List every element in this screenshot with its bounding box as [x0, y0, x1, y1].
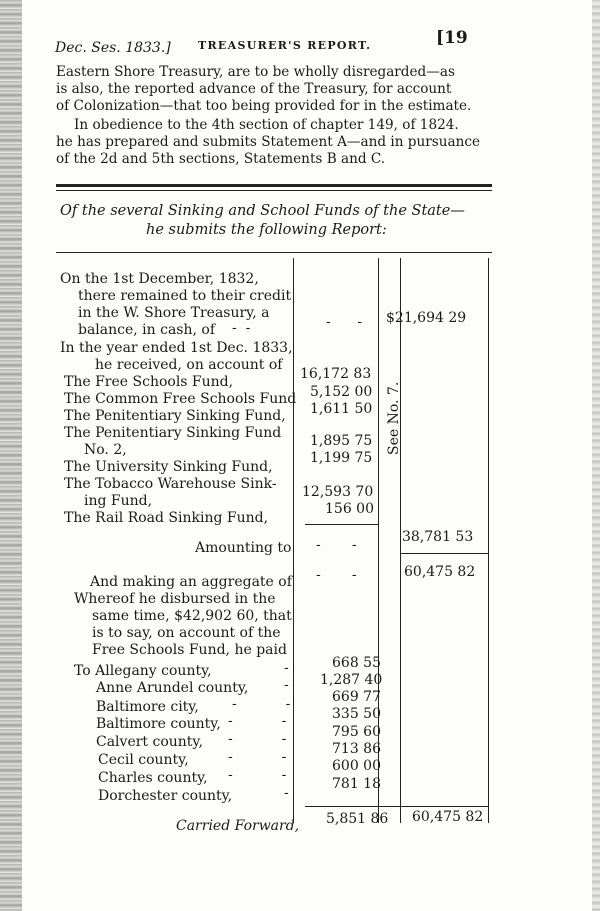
year-line: In the year ended 1st Dec. 1833, [60, 340, 293, 356]
whereof-line: same time, $42,902 60, that [92, 608, 292, 624]
leader-dash: - - [228, 749, 287, 765]
receipt-label: The Penitentiary Sinking Fund, [64, 408, 286, 424]
county-label: Anne Arundel county, [96, 680, 249, 696]
county-label: Calvert county, [96, 734, 203, 750]
county-label: Dorchester county, [98, 788, 233, 804]
whereof-line: Whereof he disbursed in the [74, 591, 276, 607]
county-amount: 600 00 [332, 758, 381, 774]
intro-line: of Colonization—that too being provided for in the estimate. [56, 98, 472, 114]
report-subtitle-line2: he submits the following Report: [146, 222, 387, 238]
county-amount: 669 77 [332, 689, 381, 705]
column-divider [400, 258, 401, 823]
receipt-amount: 16,172 83 [300, 366, 372, 382]
receipt-label: The University Sinking Fund, [64, 459, 273, 475]
county-label: Baltimore county, [96, 716, 221, 732]
opening-line: balance, in cash, of [78, 322, 216, 338]
county-amount: 713 86 [332, 741, 381, 757]
intro-line: of the 2d and 5th sections, Statements B and C. [56, 151, 386, 167]
empty-dash: - - [326, 314, 363, 330]
report-subtitle: Of the several Sinking and School Funds of the State— [60, 203, 465, 219]
leader-dash: - [284, 677, 289, 693]
amounting-label: Amounting to [195, 540, 292, 556]
receipt-label: The Common Free Schools Fund [64, 391, 297, 407]
column-divider [488, 258, 489, 823]
intro-line: he has prepared and submits Statement A—and in pursuance [56, 134, 480, 150]
leader-dash: - [284, 660, 289, 676]
intro-line: is also, the reported advance of the Treasury, for account [56, 81, 452, 97]
receipt-amount: 1,199 75 [310, 450, 373, 466]
see-note: See No. 7. [386, 381, 402, 455]
column-divider [293, 258, 294, 823]
carried-forward-label: Carried Forward, [176, 818, 300, 834]
county-amount: 335 50 [332, 706, 381, 722]
header-title: TREASURER'S REPORT. [198, 39, 372, 52]
receipt-amount: 5,152 00 [310, 384, 373, 400]
aggregate-label: And making an aggregate of [90, 574, 292, 590]
header-page-number: [19 [436, 28, 468, 48]
aggregate-total: 60,475 82 [404, 564, 476, 580]
intro-line: In obedience to the 4th section of chapter 149, of 1824. [74, 117, 459, 133]
opening-line: there remained to their credit [78, 288, 292, 304]
leader-dash: - [284, 785, 289, 801]
leader-dash: - - [228, 767, 287, 783]
amounting-total: 38,781 53 [402, 529, 474, 545]
subtitle-rule [56, 252, 492, 253]
leader-dash: - - [232, 320, 251, 336]
receipt-label: The Free Schools Fund, [64, 374, 234, 390]
receipt-label: No. 2, [84, 442, 127, 458]
page-binding-edge [0, 0, 22, 911]
opening-line: On the 1st December, 1832, [60, 271, 259, 287]
receipt-amount: 1,611 50 [310, 401, 373, 417]
opening-balance: $21,694 29 [386, 310, 467, 326]
receipt-amount: 1,895 75 [310, 433, 373, 449]
empty-dash: - - [316, 567, 357, 583]
county-amount: 781 18 [332, 776, 381, 792]
subtotal-rule [401, 553, 489, 554]
header-session: Dec. Ses. 1833.] [55, 40, 171, 56]
whereof-line: is to say, on account of the [92, 625, 281, 641]
county-amount: 795 60 [332, 724, 381, 740]
receipt-label: The Tobacco Warehouse Sink- [64, 476, 277, 492]
county-amount: 1,287 40 [320, 672, 383, 688]
receipt-label: The Rail Road Sinking Fund, [64, 510, 269, 526]
receipt-amount: 156 00 [325, 501, 374, 517]
county-label: Cecil county, [98, 752, 189, 768]
empty-dash: - - [316, 537, 357, 553]
page-right-edge [592, 0, 600, 911]
county-amount: 668 55 [332, 655, 381, 671]
county-label: Baltimore city, [96, 699, 199, 715]
opening-line: in the W. Shore Treasury, a [78, 305, 270, 321]
whereof-line: Free Schools Fund, he paid [92, 642, 287, 658]
subtotal-rule [305, 524, 379, 525]
intro-line: Eastern Shore Treasury, are to be wholly disregarded—as [56, 64, 455, 80]
county-label: Charles county, [98, 770, 208, 786]
receipt-label: The Penitentiary Sinking Fund [64, 425, 282, 441]
section-rule-thin [56, 190, 492, 191]
carried-forward-total: 60,475 82 [412, 809, 484, 825]
section-rule [56, 184, 492, 187]
carried-forward-amount: 5,851 86 [326, 811, 389, 827]
carried-rule [305, 806, 489, 807]
leader-dash: - - [232, 696, 291, 712]
receipt-amount: 12,593 70 [302, 484, 374, 500]
leader-dash: - - [228, 713, 287, 729]
county-label: To Allegany county, [74, 663, 212, 679]
receipt-label: ing Fund, [84, 493, 153, 509]
year-line: he received, on account of [95, 357, 283, 373]
leader-dash: - - [228, 731, 287, 747]
